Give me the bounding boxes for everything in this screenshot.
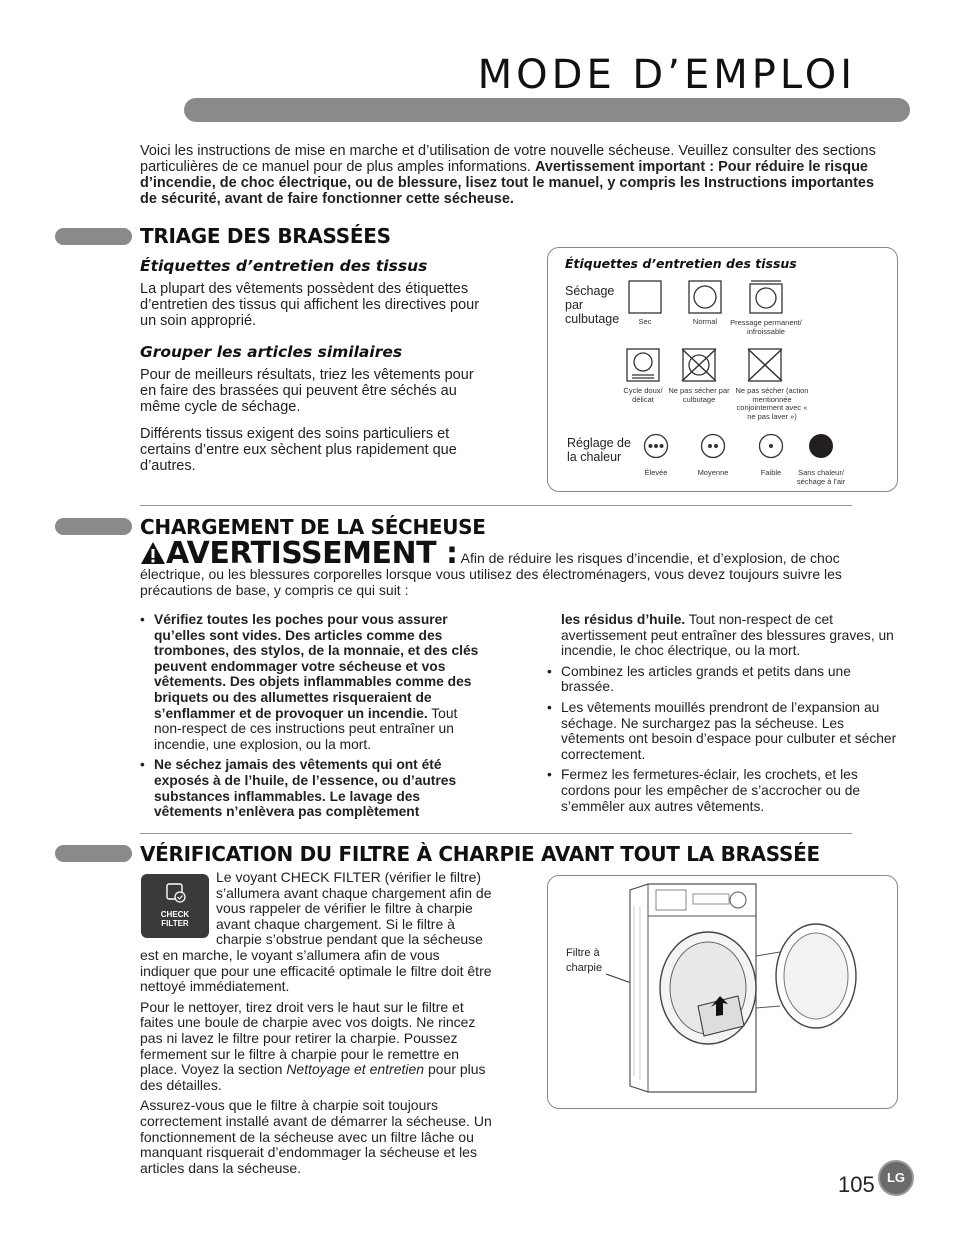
loading-list-left <box>140 612 480 825</box>
symbol-label: Sec <box>638 317 652 326</box>
list-item: • Vérifiez toutes les poches pour vous assurer qu’elles sont vides. Des articles comme des trombones, des stylos, de la monnaie, et des clés peuvent endommager votre sécheuse et vos vêtements. Des objets inflammables comme des briquets ou des allumettes risqueraient de s’enflammer et de provoquer un incendie. Tout non-respect de ces instructions peut entraîner un incendie, une explosion, ou la mort. <box>140 612 480 752</box>
list-item: • Fermez les fermetures-éclair, les crochets, et les cordons pour les empêcher de s’accrocher ou de s’emmêler aux autres vêtements. <box>547 767 902 814</box>
list-item: • Combinez les articles grands et petits dans une brassée. <box>547 664 902 695</box>
dryer-illustration-box <box>547 875 898 1109</box>
list-item: • Les vêtements mouillés prendront de l’expansion au séchage. Ne surchargez pas la sécheuse. Les vêtements ont besoin d’espace pour culbuter et sécher correctement. <box>547 700 902 762</box>
symbol-label: Ne pas sécher (action mentionnée conjointement avec « ne pas laver ») <box>735 386 809 421</box>
paragraph-care-labels: La plupart des vêtements possèdent des étiquettes d’entretien des tissus qui affichent les directives pour un soin approprié. <box>140 281 480 329</box>
warning-paragraph <box>140 536 880 598</box>
dryer-drawing <box>548 876 897 1108</box>
section-marker <box>55 228 132 245</box>
heat-low-icon <box>758 433 784 459</box>
filter-text <box>140 870 492 1176</box>
no-heat-icon <box>808 433 834 459</box>
care-symbols-box <box>547 247 898 492</box>
filter-paragraph-1: Le voyant CHECK FILTER (vérifier le filtre) s’allumera avant chaque chargement afin de vous rappeler de vérifier le filtre à charpie avant chaque chargement. Si le filtre à charpie s’obstrue pendant que la sécheuse est en marche, le voyant s’allumera afin de vous indiquer que pour une efficacité optimale le filtre doit être nettoyé immédiatement. <box>140 869 492 995</box>
intro-paragraph <box>140 143 890 207</box>
lint-filter-callout: Filtre à charpie <box>566 947 603 974</box>
subheading-care-labels: Étiquettes d’entretien des tissus <box>140 257 428 275</box>
list-item-continued: les résidus d’huile. Tout non-respect de cet avertissement peut entraîner des blessures graves, un incendie, le choc électrique, ou la mort. <box>561 612 894 659</box>
heat-medium-icon <box>700 433 726 459</box>
symbol-label: Moyenne <box>697 468 729 477</box>
heat-setting-label: Réglage de la chaleur <box>567 436 631 464</box>
page-title: MODE D’EMPLOI <box>477 52 856 98</box>
section-marker <box>55 518 132 535</box>
do-not-tumble-dry-icon <box>681 348 717 382</box>
symbol-label: Cycle doux/ délicat <box>623 386 663 404</box>
symbol-label: Sans chaleur/ séchage à l’air <box>796 468 846 486</box>
section-heading-sorting: TRIAGE DES BRASSÉES <box>140 224 391 248</box>
intro-text: Voici les instructions de mise en marche et d’utilisation de votre nouvelle sécheuse. Veuillez consulter des sections particulières de ce manuel pour de plus amples informations. <box>140 143 876 175</box>
warning-word: AVERTISSEMENT : <box>166 536 458 571</box>
filter-paragraph-3: Assurez-vous que le filtre à charpie soit toujours correctement installé avant de démarrer la sécheuse. Un fonctionnement de la sécheuse avec un filtre lâche ou manquant risquerait d’endommager la sécheuse et les articles dans la sécheuse. <box>140 1097 492 1176</box>
tumble-normal-icon <box>688 280 722 314</box>
divider <box>140 833 852 834</box>
lg-logo-icon: LG <box>878 1160 914 1196</box>
loading-list-right-items <box>547 664 902 814</box>
permanent-press-icon <box>749 280 783 314</box>
float-spacer <box>140 870 216 940</box>
symbol-label: Faible <box>760 468 782 477</box>
list-item: • Ne séchez jamais des vêtements qui ont été exposés à de l’huile, de l’essence, ou d’autres substances inflammables. Le lavage des vêtements n’enlèvera pas complètement <box>140 757 480 819</box>
symbol-label: Pressage permanent/ infroissable <box>730 318 802 336</box>
symbol-label: Normal <box>692 317 718 326</box>
paragraph-group-items: Pour de meilleurs résultats, triez les vêtements pour en faire des brassées qui peuvent être séchés au même cycle de séchage. <box>140 367 474 415</box>
section-heading-loading: CHARGEMENT DE LA SÉCHEUSE <box>140 515 486 539</box>
divider <box>140 505 852 506</box>
check-filter-label: CHECK FILTER <box>160 910 190 928</box>
paragraph-fabrics: Différents tissus exigent des soins particuliers et certains d’entre eux sèchent plus rapidement que d’autres. <box>140 426 457 474</box>
section-heading-filter: VÉRIFICATION DU FILTRE À CHARPIE AVANT TOUT LA BRASSÉE <box>140 842 820 866</box>
do-not-dry-icon <box>747 348 783 382</box>
loading-list-right <box>547 612 902 819</box>
heat-high-icon <box>643 433 669 459</box>
intro-warning: Avertissement important : Pour réduire le risque d’incendie, de choc électrique, ou de blessure, lisez tout le manuel, y compris les Instructions importantes de sécurité, avant de faire fonctionner cette sécheuse. <box>140 159 875 207</box>
subheading-group-items: Grouper les articles similaires <box>140 343 403 361</box>
header-bar <box>184 98 910 122</box>
warning-triangle-icon <box>140 541 166 565</box>
page-number: 105 <box>838 1172 875 1197</box>
care-box-title: Étiquettes d’entretien des tissus <box>565 256 797 271</box>
dry-square-icon <box>628 280 662 314</box>
tumble-dry-label: Séchage par culbutage <box>565 284 620 326</box>
filter-paragraph-2: Pour le nettoyer, tirez droit vers le haut sur le filtre et faites une boule de charpie avec vos doigts. Ne rincez pas ni lavez le filtre pour retirer la charpie. Poussez fermement sur le filtre à charpie pour le remettre en place. Voyez la section Nettoyage et entretien pour plus des détailles. <box>140 998 486 1093</box>
delicate-cycle-icon <box>626 348 660 382</box>
symbol-label: Ne pas sécher par culbutage <box>668 386 730 404</box>
section-marker <box>55 845 132 862</box>
symbol-label: Élevée <box>644 468 668 477</box>
warning-text: Afin de réduire les risques d’incendie, et d’explosion, de choc électrique, ou les blessures corporelles lorsque vous utilisez des électroménagers, vous devez toujours suivre les précautions de base, y compris ce qui suit : <box>140 550 842 598</box>
